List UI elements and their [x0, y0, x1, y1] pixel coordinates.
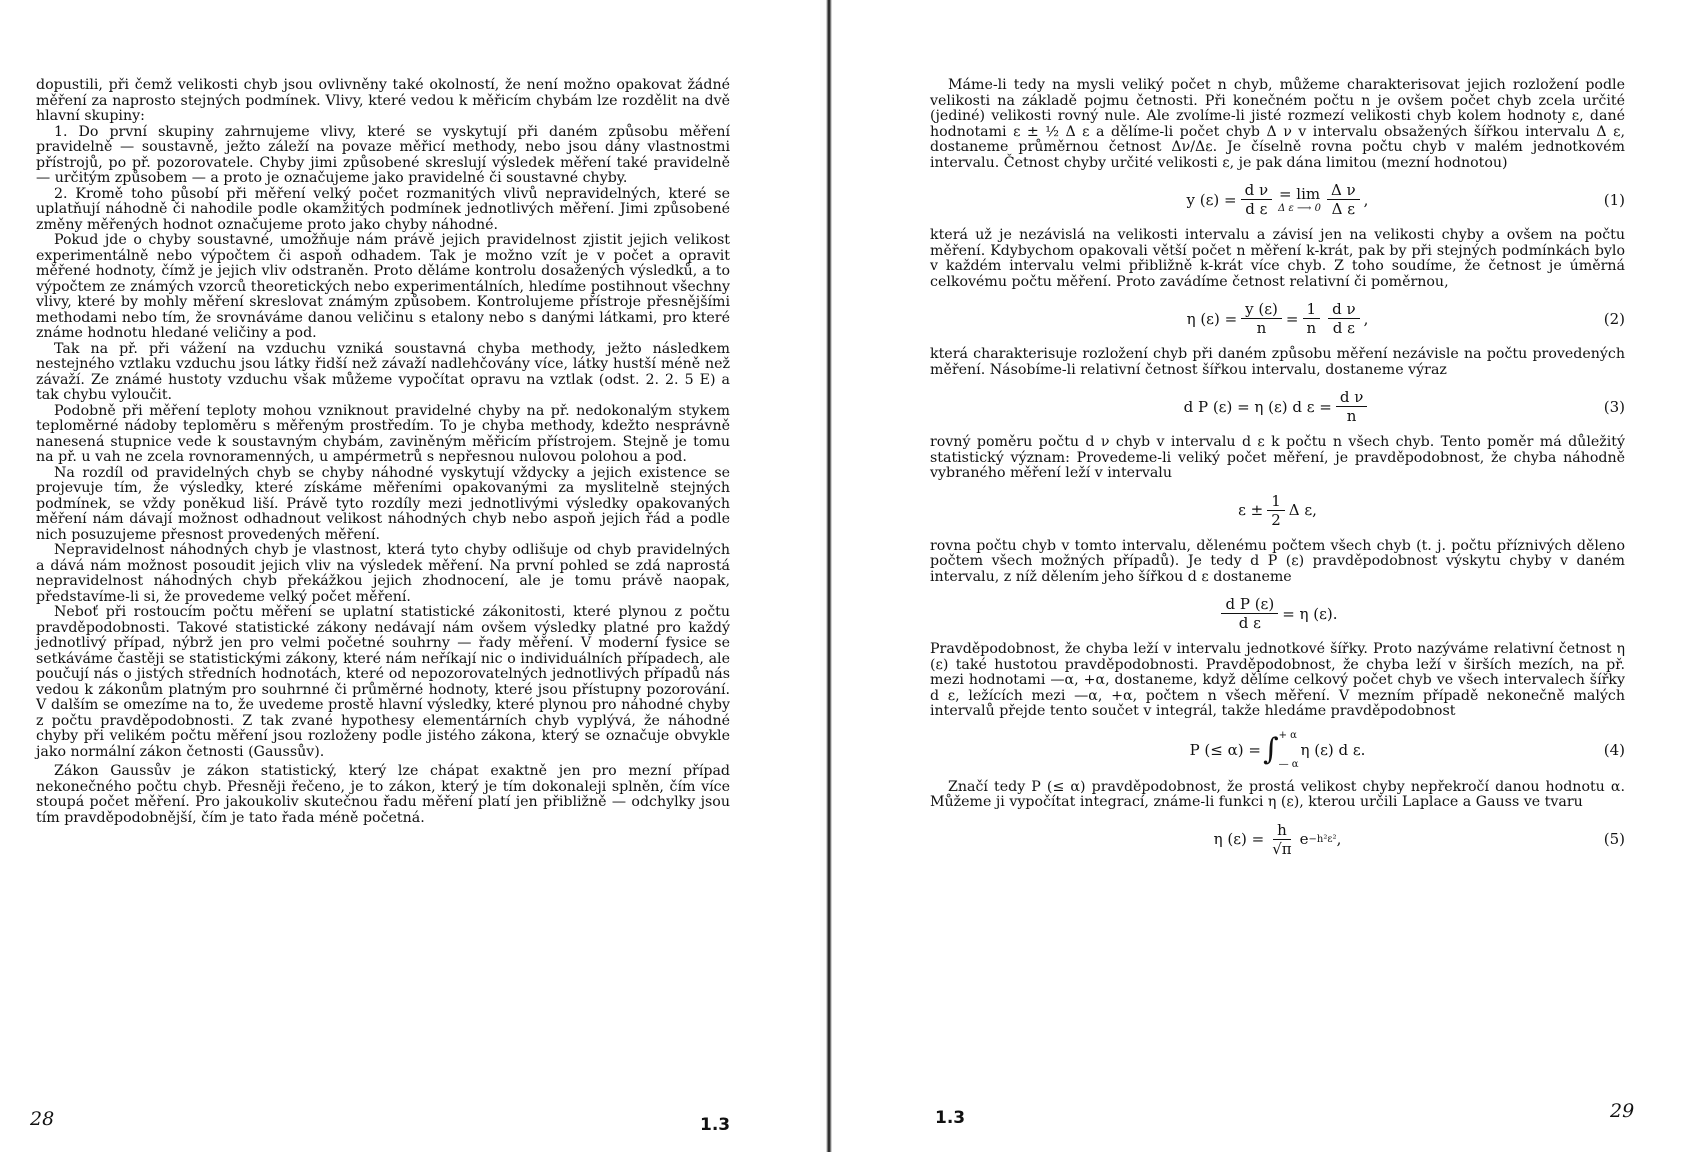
left-paragraph-5: Tak na př. při vážení na vzduchu vzniká soustavná chyba methody, ježto následkem nestejného vztlaku vzduchu jsou látky řidší než závaží nadlehčovány více, látky hustší méně než závaží. Ze známé hustoty vzduchu však můžeme vypočítat opravu na vztlak (odst. 2. 2. 5 E) a tak chybu vyloučit. — [36, 340, 730, 403]
left-paragraph-10: Zákon Gaussův je zákon statistický, který lze chápat exaktně jen pro mezní případ nekonečného počtu chyb. Přesněji řečeno, je to zákon, který je tím dokonaleji splněn, čím více stoupá počet měření. Pro jakoukoliv skutečnou řadu měření platí jen přibližně — odchylky jsou tím pravděpodobnější, čím je tato řada méně početná. — [36, 763, 730, 826]
right-paragraph-7: Značí tedy P (≤ α) pravděpodobnost, že prostá velikost chyby nepřekročí danou hodnotu α. Můžeme ji vypočítat integrací, známe-li funkci η (ε), kterou určili Laplace a Gauss ve tvaru — [930, 778, 1625, 810]
left-paragraph-1: dopustili, při čemž velikosti chyb jsou ovlivněny také okolností, že není možno opakovat žádné měření za naprosto stejných podmínek. Vlivy, které vedou k měřicím chybám lze rozdělit na dvě hlavní skupiny: — [36, 77, 730, 124]
left-page-number: 28 — [30, 1108, 55, 1130]
left-paragraph-4: Pokud jde o chyby soustavné, umožňuje nám právě jejich pravidelnost zjistit jejich velikost experimentálně nebo výpočtem či aspoň odhadem. Tak je možno vzít je v počet a opravit měřené hodnoty, čímž je jejich vliv odstraněn. Proto děláme kontrolu dosažených výsledků, a to výpočtem ze známých vzorců theoretických nebo experimentálních, hledíme postihnout všechny vlivy, které by mohly měření skreslovat známým způsobem. Kontrolujeme přístroje přesnějšími methodami nebo tím, že srovnáváme danou veličinu s etalony nebo s danými látkami, pro které známe hodnotu hledané veličiny a pod. — [36, 232, 730, 341]
right-page — [930, 78, 1625, 868]
left-section-label: 1.3 — [700, 1115, 731, 1135]
equation-3: d P (ε) = η (ε) d ε = $\frac{\text{d ν}}{n}$ (3) — [1183, 388, 1625, 425]
equation-interval: ε ± $\frac{1}{2}$ Δ ε, — [1238, 491, 1317, 529]
right-paragraph-3: která charakterisuje rozložení chyb při daném způsobu měření nezávisle na počtu provedených měření. Násobíme-li relativní četnost šířkou intervalu, dostaneme výraz — [930, 346, 1625, 378]
right-paragraph-6: Pravděpodobnost, že chyba leží v intervalu jednotkové šířky. Proto nazýváme relativní četnost η (ε) také hustotou pravděpodobnosti. Pravděpodobnost, že chyba leží v širších mezích, na př. mezi hodnotami —α, +α, dostaneme, když dělíme celkový počet chyb ve všech intervalech šířky d ε, ležících mezi —α, +α, počtem n všech měření. V mezním případě nekonečně malých intervalů přejde tento součet v integrál, takže hledáme pravděpodobnost — [930, 641, 1625, 719]
left-paragraph-8: Nepravidelnost náhodných chyb je vlastnost, která tyto chyby odlišuje od chyb pravidelných a dává nám možnost posoudit jejich vliv na výsledek měření. Na první pohled se zdá naprostá nepravidelnost náhodných chyb překážkou jejich zhodnocení, ale je tomu právě naopak, představíme-li si, že provedeme velký počet měření. — [36, 542, 730, 605]
book-gutter — [826, 0, 832, 1152]
left-paragraph-7: Na rozdíl od pravidelných chyb se chyby náhodné vyskytují vždycky a jejich existence se projevuje tím, že výsledky, které získáme měřeními opakovanými za myslitelně stejných podmínek, se vždy poněkud liší. Právě tyto rozdíly mezi jednotlivými výsledky opakovaných měření nám dávají možnost odhadnout velikost náhodných chyb nebo aspoň jejich řád a podle nich posuzujeme přesnost provedených měření. — [36, 464, 730, 543]
left-paragraph-9: Neboť při rostoucím počtu měření se uplatní statistické zákonitosti, které plynou z počtu pravděpodobnosti. Takové statistické zákony nedávají nám ovšem výsledky platné pro každý jednotlivý případ, nýbrž jen pro velmi početné souhrny — řady měření. V moderní fysice se setkáváme častěji se statistickými zákony, které nám neříkají nic o individuálních případech, ale poučují nás o jistých středních hodnotách, které od nepozorovatelných jednotlivých případů nás vedou k zákonům platným pro souhrnné či průměrné hodnoty, které jsou přístupny pozorování. V dalším se omezíme na to, že uvedeme prostě hlavní výsledky, které plynou pro náhodné chyby z počtu pravděpodobnosti. Z tak zvané hypothesy elementárních chyb vyplývá, že náhodné chyby při velikém počtu měření jsou rozloženy podle jistého zákona, který se označuje obvykle jako normální zákon četnosti (Gaussův). — [36, 604, 730, 760]
equation-label-1: (1) — [1603, 190, 1625, 209]
left-paragraph-3: 2. Kromě toho působí při měření velký počet rozmanitých vlivů nepravidelných, které se uplatňují náhodně či nahodile podle okamžitých podmínek jednotlivých měření. Jimi způsobené změny měřených hodnot označujeme proto jako chyby náhodné. — [36, 185, 730, 233]
equation-label-4: (4) — [1603, 740, 1625, 759]
right-section-label: 1.3 — [935, 1108, 966, 1128]
right-paragraph-2: která už je nezávislá na velikosti intervalu a závisí jen na velikosti chyby a ovšem na počtu měření. Kdybychom opakovali větší počet n měření k-krát, pak by při stejných podmínkách bylo v každém intervalu velmi přibližně k-krát více chyb. Z toho soudíme, že četnost je úměrná celkovému počtu měření. Proto zavádíme četnost relativní či poměrnou, — [930, 227, 1625, 290]
right-paragraph-4: rovný poměru počtu d ν chyb v intervalu d ε k počtu n všech chyb. Tento poměr má důležitý statistický význam: Provedeme-li veliký počet měření, je pravděpodobnost, že chyba náhodně vybraného měření leží v intervalu — [930, 434, 1625, 481]
equation-label-5: (5) — [1603, 830, 1625, 848]
equation-4: P (≤ α) = ∫ + α — α η (ε) d ε. (4) — [1189, 729, 1625, 770]
equation-1: y (ε) = $\frac{\text{d ν}}{\text{d ε}}$ = lim Δ ε ⟶ 0 $\frac{\text{Δ ν}}{\text{Δ ε}}$ , (1) — [1186, 181, 1625, 218]
equation-5: η (ε) = $\frac{h}{√\pi}$ e −h²ε² , (5) — [1213, 820, 1625, 858]
right-paragraph-1: Máme-li tedy na mysli veliký počet n chyb, můžeme charakterisovat jejich rozložení podle velikosti na základě pojmu četnosti. Při konečném počtu n je ovšem počet chyb zcela určité (jediné) velikosti rovný nule. Ale zvolíme-li jisté rozmezí velikosti chyb kolem hodnoty ε, dané hodnotami ε ± ½ Δ ε a dělíme-li počet chyb Δ ν v intervalu obsažených šířkou intervalu Δ ε, dostaneme průměrnou četnost Δν/Δε. Je číselně rovna počtu chyb v malém jednotkovém intervalu. Četnost chyby určité velikosti ε, je pak dána limitou (mezní hodnotou) — [930, 77, 1625, 171]
right-page-number: 29 — [1610, 1100, 1635, 1122]
left-paragraph-6: Podobně při měření teploty mohou vzniknout pravidelné chyby na př. nedokonalým stykem teploměrné nádoby teploměru s měřeným prostředím. To je chyba methody, kdežto nesprávně nanesená stupnice vede k soustavným chybám, zaviněným měřicím přístrojem. Stejně je tomu na př. u vah ne zcela rovnoramenných, u ampérmetrů s nepřesnou nulovou polohou a pod. — [36, 402, 730, 465]
equation-density: $\frac{\text{d P (ε)}}{\text{d ε}}$ = η (ε). — [930, 595, 1625, 632]
equation-label-2: (2) — [1603, 309, 1625, 328]
equation-label-3: (3) — [1603, 397, 1625, 416]
right-paragraph-5: rovna počtu chyb v tomto intervalu, dělenému počtem všech chyb (t. j. počtu příznivých děleno počtem všech možných případů). Je tedy d P (ε) pravděpodobnost výskytu chyby v daném intervalu, z níž dělením jeho šířkou d ε dostaneme — [930, 537, 1625, 585]
left-paragraph-2: 1. Do první skupiny zahrnujeme vlivy, které se vyskytují při daném způsobu měření pravidelně — soustavně, ježto záleží na povaze měřicí methody, nebo jsou dány vlastnostmi přístrojů, po př. pozorovatele. Chyby jimi způsobené skreslují výsledek měření také pravidelně — určitým způsobem — a proto je označujeme jako pravidelné či soustavné chyby. — [36, 123, 730, 186]
left-page — [36, 78, 730, 826]
equation-2: η (ε) = $\frac{y (\varepsilon)}{n}$ = $\frac{1}{n}$ $\frac{\text{d ν}}{\text{d ε}}$ , (2) — [1186, 300, 1625, 337]
